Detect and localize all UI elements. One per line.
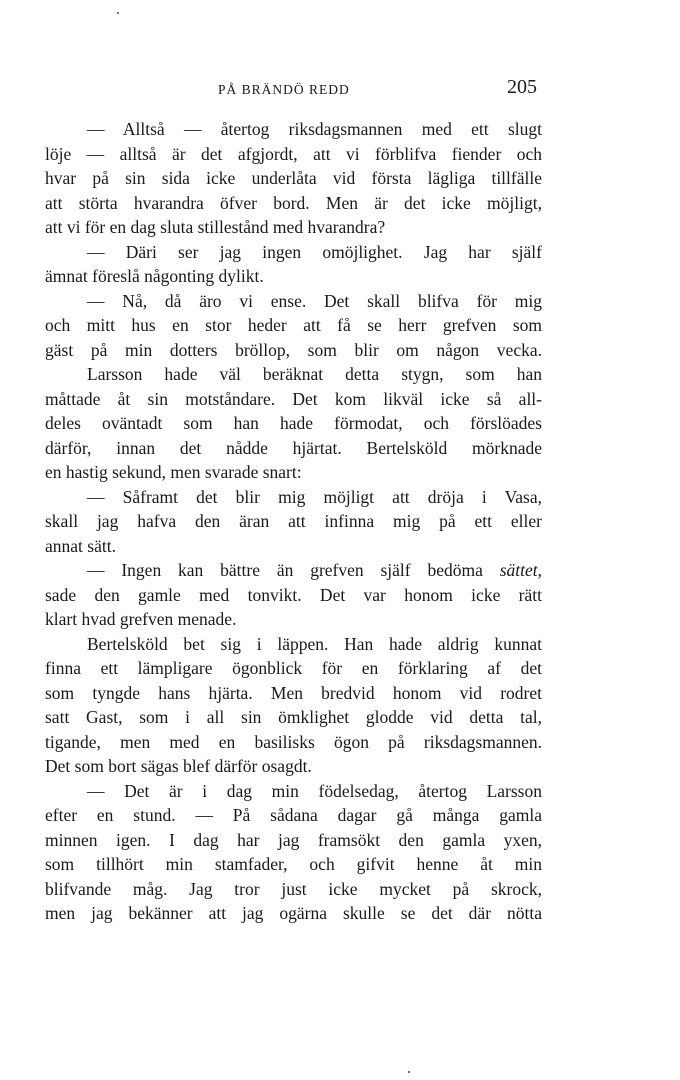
text-line-content: Bertelsköld bet sig i läppen. Han hade aldrig kunnat xyxy=(87,633,542,654)
print-speck xyxy=(408,1071,410,1073)
text-line-content: — Däri ser jag ingen omöjlighet. Jag har själf xyxy=(87,241,542,262)
text-line xyxy=(45,411,542,436)
text-line xyxy=(45,436,542,461)
text-line xyxy=(45,264,542,289)
text-line xyxy=(45,485,542,510)
text-line-content: deles oväntadt som han hade förmodat, och förslöades xyxy=(45,413,542,433)
body-text xyxy=(45,117,542,926)
text-line xyxy=(45,681,542,706)
text-line-content: tigande, men med en basilisks ögon på riksdagsmannen. xyxy=(45,731,542,752)
text-line xyxy=(45,607,542,632)
text-line xyxy=(45,656,542,681)
text-line xyxy=(45,166,542,191)
text-line xyxy=(45,142,542,167)
text-line xyxy=(45,460,542,485)
text-line xyxy=(45,215,542,240)
text-line xyxy=(45,852,542,877)
text-line-content: hvar på sin sida icke underlåta vid första lägliga tillfälle xyxy=(45,168,542,188)
text-line-content: som tillhört min stamfader, och gifvit henne åt min xyxy=(45,854,542,874)
text-line-content: löje — alltså är det afgjordt, att vi förblifva fiender och xyxy=(45,143,542,164)
text-line-content: sade den gamle med tonvikt. Det var honom icke rätt xyxy=(45,584,542,605)
text-line-content: skall jag hafva den äran att infinna mig på ett eller xyxy=(45,511,542,531)
text-line xyxy=(45,338,542,363)
text-line-content: — Ingen kan bättre än grefven själf bedöma xyxy=(87,560,500,580)
page-number: 205 xyxy=(507,76,537,98)
running-title: PÅ BRÄNDÖ REDD xyxy=(218,82,350,97)
text-line xyxy=(45,289,542,314)
text-line-content: — Det är i dag min födelsedag, återtog Larsson xyxy=(87,780,542,801)
text-line xyxy=(45,509,542,534)
text-line-content: — Såframt det blir mig möjligt att dröja i Vasa, xyxy=(87,486,542,507)
text-line xyxy=(45,705,542,730)
text-line xyxy=(45,191,542,216)
text-line xyxy=(45,240,542,265)
running-head xyxy=(0,76,680,106)
text-line xyxy=(45,387,542,412)
text-line xyxy=(45,534,542,559)
text-line xyxy=(45,877,542,902)
text-line-content: ämnat föreslå någonting dylikt. xyxy=(45,266,264,286)
text-line-content: Det som bort sägas blef därför osagdt. xyxy=(45,756,312,776)
text-line-content: gäst på min dotters bröllop, som blir om någon vecka. xyxy=(45,339,542,360)
text-line-content: efter en stund. — På sådana dagar gå många gamla xyxy=(45,805,542,825)
text-line xyxy=(45,754,542,779)
text-line-content: — Nå, då äro vi ense. Det skall blifva för mig xyxy=(87,290,542,311)
text-line xyxy=(45,583,542,608)
text-line xyxy=(45,558,542,583)
text-line-content: finna ett lämpligare ögonblick för en förklaring af det xyxy=(45,658,542,678)
text-line xyxy=(45,901,542,926)
text-line-content: men jag bekänner att jag ogärna skulle se det där nötta xyxy=(45,903,542,923)
emphasized-word: sättet, xyxy=(499,560,542,580)
text-line xyxy=(45,730,542,755)
text-line xyxy=(45,828,542,853)
text-line-content: minnen igen. I dag har jag framsökt den gamla yxen, xyxy=(45,829,542,850)
text-line xyxy=(45,362,542,387)
text-line-content: klart hvad grefven menade. xyxy=(45,609,237,629)
text-line-content: som tyngde hans hjärta. Men bredvid honom vid rodret xyxy=(45,682,542,703)
text-line-content: — Alltså — återtog riksdagsmannen med ett slugt xyxy=(87,119,542,139)
text-line xyxy=(45,632,542,657)
text-line-content: att störta hvarandra öfver bord. Men är det icke möjligt, xyxy=(45,192,542,213)
text-line-content: att vi för en dag sluta stillestånd med hvarandra? xyxy=(45,217,386,237)
text-line-content: en hastig sekund, men svarade snart: xyxy=(45,462,302,482)
text-line-content: måttade åt sin motståndare. Det kom likväl icke så all- xyxy=(45,388,542,409)
text-line-content: blifvande måg. Jag tror just icke mycket på skrock, xyxy=(45,878,542,899)
text-line-content: Larsson hade väl beräknat detta stygn, som han xyxy=(87,364,542,384)
text-line xyxy=(45,779,542,804)
text-line xyxy=(45,803,542,828)
text-line xyxy=(45,313,542,338)
text-line-content: därför, innan det nådde hjärtat. Bertelsköld mörknade xyxy=(45,437,542,458)
text-line xyxy=(45,117,542,142)
text-line-content: satt Gast, som i all sin ömklighet glodde vid detta tal, xyxy=(45,707,542,727)
text-line-content: annat sätt. xyxy=(45,535,116,556)
text-line-content: och mitt hus en stor heder att få se herr grefven som xyxy=(45,315,542,335)
print-speck xyxy=(117,12,119,14)
